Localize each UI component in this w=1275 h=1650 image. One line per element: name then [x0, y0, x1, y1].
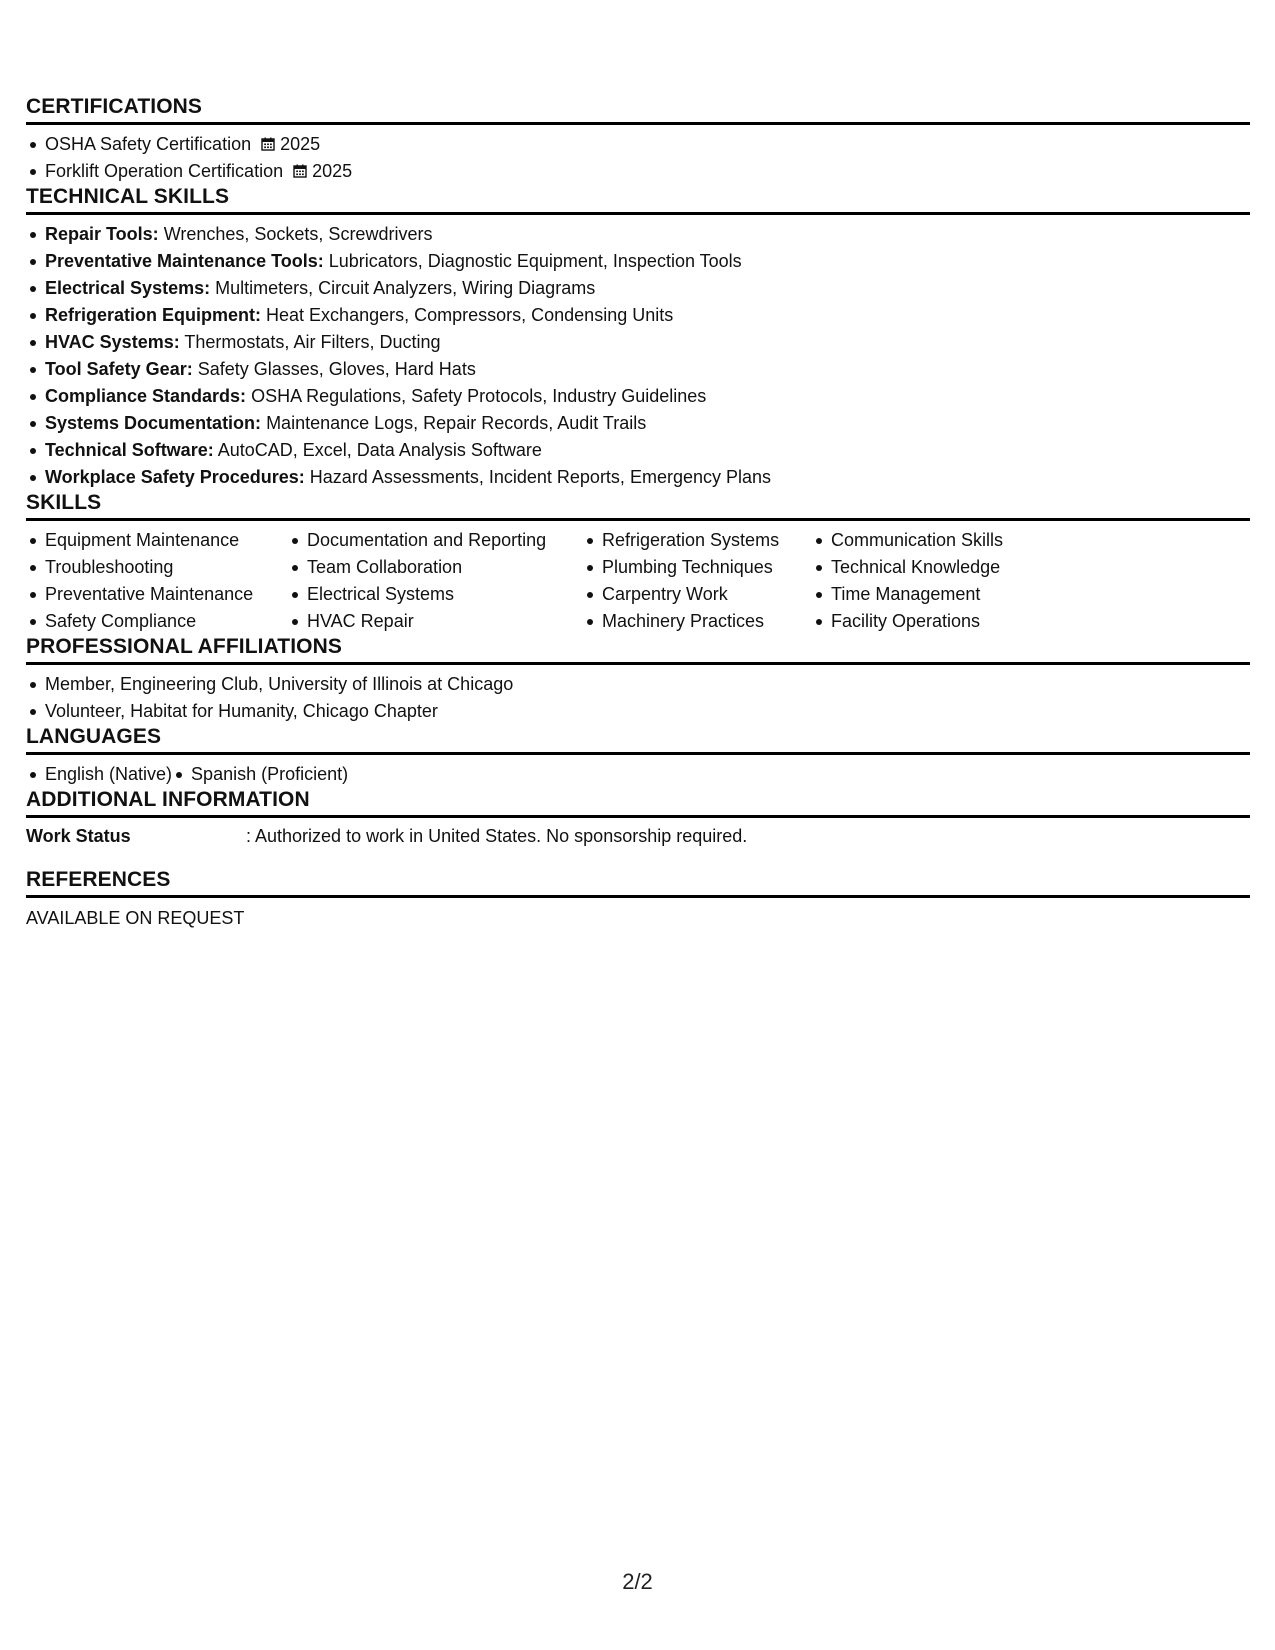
skill-text: Electrical Systems: [307, 584, 455, 604]
skill-item: [288, 554, 583, 581]
technical-skill-label: Compliance Standards:: [45, 386, 247, 406]
bullet-icon: [30, 367, 36, 373]
skill-text: Preventative Maintenance: [45, 584, 254, 604]
bullet-icon: [30, 340, 36, 346]
bullet-icon: [30, 259, 36, 265]
info-label: Work Status: [26, 826, 131, 846]
calendar-icon: [293, 164, 307, 178]
skill-item: [26, 554, 288, 581]
bullet-icon: [587, 619, 593, 625]
skill-text: Plumbing Techniques: [602, 557, 773, 577]
bullet-icon: [816, 538, 822, 544]
language-column: [172, 761, 348, 788]
technical-skill-item: [26, 302, 1250, 329]
technical-skill-label: Workplace Safety Procedures:: [45, 467, 305, 487]
skill-text: Team Collaboration: [307, 557, 463, 577]
technical-skill-label: Repair Tools:: [45, 224, 159, 244]
language-text: English (Native): [45, 764, 173, 784]
bullet-icon: [587, 592, 593, 598]
language-column: [26, 761, 172, 788]
skill-text: HVAC Repair: [307, 611, 414, 631]
bullet-icon: [30, 169, 36, 175]
technical-skill-label: Technical Software:: [45, 440, 214, 460]
bullet-icon: [30, 709, 36, 715]
bullet-icon: [30, 475, 36, 481]
additional-info-section: [26, 788, 1250, 850]
technical-skill-item: [26, 275, 1250, 302]
section-title: TECHNICAL SKILLS: [26, 185, 1250, 215]
bullet-icon: [587, 538, 593, 544]
skill-text: Machinery Practices: [602, 611, 765, 631]
certification-year: 2025: [312, 161, 353, 181]
bullet-icon: [292, 592, 298, 598]
language-text: Spanish (Proficient): [191, 764, 349, 784]
technical-skill-value: Hazard Assessments, Incident Reports, Emergency Plans: [309, 467, 772, 487]
certifications-section: [26, 95, 1250, 185]
skill-text: Technical Knowledge: [831, 557, 1001, 577]
section-title: ADDITIONAL INFORMATION: [26, 788, 1250, 818]
resume-page: [26, 95, 1250, 932]
technical-skill-value: Lubricators, Diagnostic Equipment, Inspection Tools: [328, 251, 742, 271]
skill-item: [288, 608, 583, 635]
section-title: SKILLS: [26, 491, 1250, 521]
skill-text: Facility Operations: [831, 611, 981, 631]
technical-skill-value: Thermostats, Air Filters, Ducting: [184, 332, 441, 352]
info-row: [26, 823, 1250, 850]
technical-skill-item: [26, 383, 1250, 410]
skill-text: Time Management: [831, 584, 981, 604]
skill-text: Troubleshooting: [45, 557, 174, 577]
bullet-icon: [587, 565, 593, 571]
technical-skill-value: Heat Exchangers, Compressors, Condensing Units: [266, 305, 674, 325]
skill-item: [812, 581, 1062, 608]
technical-skill-value: Maintenance Logs, Repair Records, Audit Trails: [266, 413, 647, 433]
technical-skill-value: Wrenches, Sockets, Screwdrivers: [163, 224, 433, 244]
affiliation-text: Volunteer, Habitat for Humanity, Chicago Chapter: [45, 701, 438, 721]
skills-section: [26, 491, 1250, 635]
bullet-icon: [30, 421, 36, 427]
section-title: CERTIFICATIONS: [26, 95, 1250, 125]
skill-item: [812, 554, 1062, 581]
bullet-icon: [30, 286, 36, 292]
bullet-icon: [816, 592, 822, 598]
skill-text: Documentation and Reporting: [307, 530, 547, 550]
technical-skill-label: Electrical Systems:: [45, 278, 211, 298]
certification-name: OSHA Safety Certification: [45, 134, 252, 154]
technical-skill-item: [26, 464, 1250, 491]
bullet-icon: [816, 619, 822, 625]
technical-skill-label: Tool Safety Gear:: [45, 359, 193, 379]
skill-item: [812, 608, 1062, 635]
bullet-icon: [30, 538, 36, 544]
affiliation-item: [26, 671, 1250, 698]
bullet-icon: [30, 592, 36, 598]
technical-skill-value: Multimeters, Circuit Analyzers, Wiring Diagrams: [215, 278, 596, 298]
bullet-icon: [176, 772, 182, 778]
skill-text: Carpentry Work: [602, 584, 728, 604]
skills-column: [812, 527, 1062, 635]
skills-column: [288, 527, 583, 635]
technical-skill-value: OSHA Regulations, Safety Protocols, Industry Guidelines: [251, 386, 707, 406]
references-text: AVAILABLE ON REQUEST: [26, 908, 245, 928]
section-title: REFERENCES: [26, 868, 1250, 898]
skill-item: [288, 527, 583, 554]
technical-skill-label: Systems Documentation:: [45, 413, 262, 433]
skills-column: [583, 527, 812, 635]
affiliations-list: [26, 671, 1250, 725]
certification-year: 2025: [280, 134, 321, 154]
bullet-icon: [30, 142, 36, 148]
technical-skill-label: Refrigeration Equipment:: [45, 305, 262, 325]
bullet-icon: [30, 313, 36, 319]
technical-skill-item: [26, 437, 1250, 464]
skill-text: Communication Skills: [831, 530, 1004, 550]
references-section: [26, 868, 1250, 932]
technical-skill-label: Preventative Maintenance Tools:: [45, 251, 324, 271]
bullet-icon: [292, 538, 298, 544]
bullet-icon: [816, 565, 822, 571]
skill-item: [583, 527, 812, 554]
language-item: [26, 761, 172, 788]
skill-item: [288, 581, 583, 608]
languages-section: [26, 725, 1250, 788]
bullet-icon: [30, 682, 36, 688]
skill-text: Refrigeration Systems: [602, 530, 780, 550]
bullet-icon: [30, 232, 36, 238]
bullet-icon: [30, 619, 36, 625]
bullet-icon: [30, 772, 36, 778]
bullet-icon: [292, 619, 298, 625]
skill-item: [583, 581, 812, 608]
skill-item: [26, 608, 288, 635]
languages-list: [26, 761, 1250, 788]
certification-name: Forklift Operation Certification: [45, 161, 284, 181]
affiliation-item: [26, 698, 1250, 725]
affiliations-section: [26, 635, 1250, 725]
section-title: LANGUAGES: [26, 725, 1250, 755]
skill-item: [26, 581, 288, 608]
page-number: 2/2: [622, 1569, 653, 1594]
info-value: : Authorized to work in United States. No sponsorship required.: [246, 826, 748, 846]
bullet-icon: [30, 448, 36, 454]
technical-skill-item: [26, 248, 1250, 275]
certifications-list: [26, 131, 1250, 185]
section-title: PROFESSIONAL AFFILIATIONS: [26, 635, 1250, 665]
skill-item: [583, 554, 812, 581]
technical-skills-section: [26, 185, 1250, 491]
technical-skill-item: [26, 356, 1250, 383]
skills-column: [26, 527, 288, 635]
technical-skill-item: [26, 329, 1250, 356]
technical-skill-item: [26, 410, 1250, 437]
bullet-icon: [292, 565, 298, 571]
technical-skill-value: Safety Glasses, Gloves, Hard Hats: [197, 359, 476, 379]
skill-text: Safety Compliance: [45, 611, 197, 631]
skill-text: Equipment Maintenance: [45, 530, 240, 550]
technical-skill-item: [26, 221, 1250, 248]
certification-item: [26, 158, 1250, 185]
bullet-icon: [30, 394, 36, 400]
affiliation-text: Member, Engineering Club, University of Illinois at Chicago: [45, 674, 514, 694]
technical-skill-label: HVAC Systems:: [45, 332, 180, 352]
calendar-icon: [261, 137, 275, 151]
language-item: [172, 761, 348, 788]
technical-skill-value: AutoCAD, Excel, Data Analysis Software: [217, 440, 542, 460]
skill-item: [812, 527, 1062, 554]
skill-item: [583, 608, 812, 635]
skill-item: [26, 527, 288, 554]
skills-grid: [26, 527, 1250, 635]
technical-skills-list: [26, 221, 1250, 491]
certification-item: [26, 131, 1250, 158]
bullet-icon: [30, 565, 36, 571]
